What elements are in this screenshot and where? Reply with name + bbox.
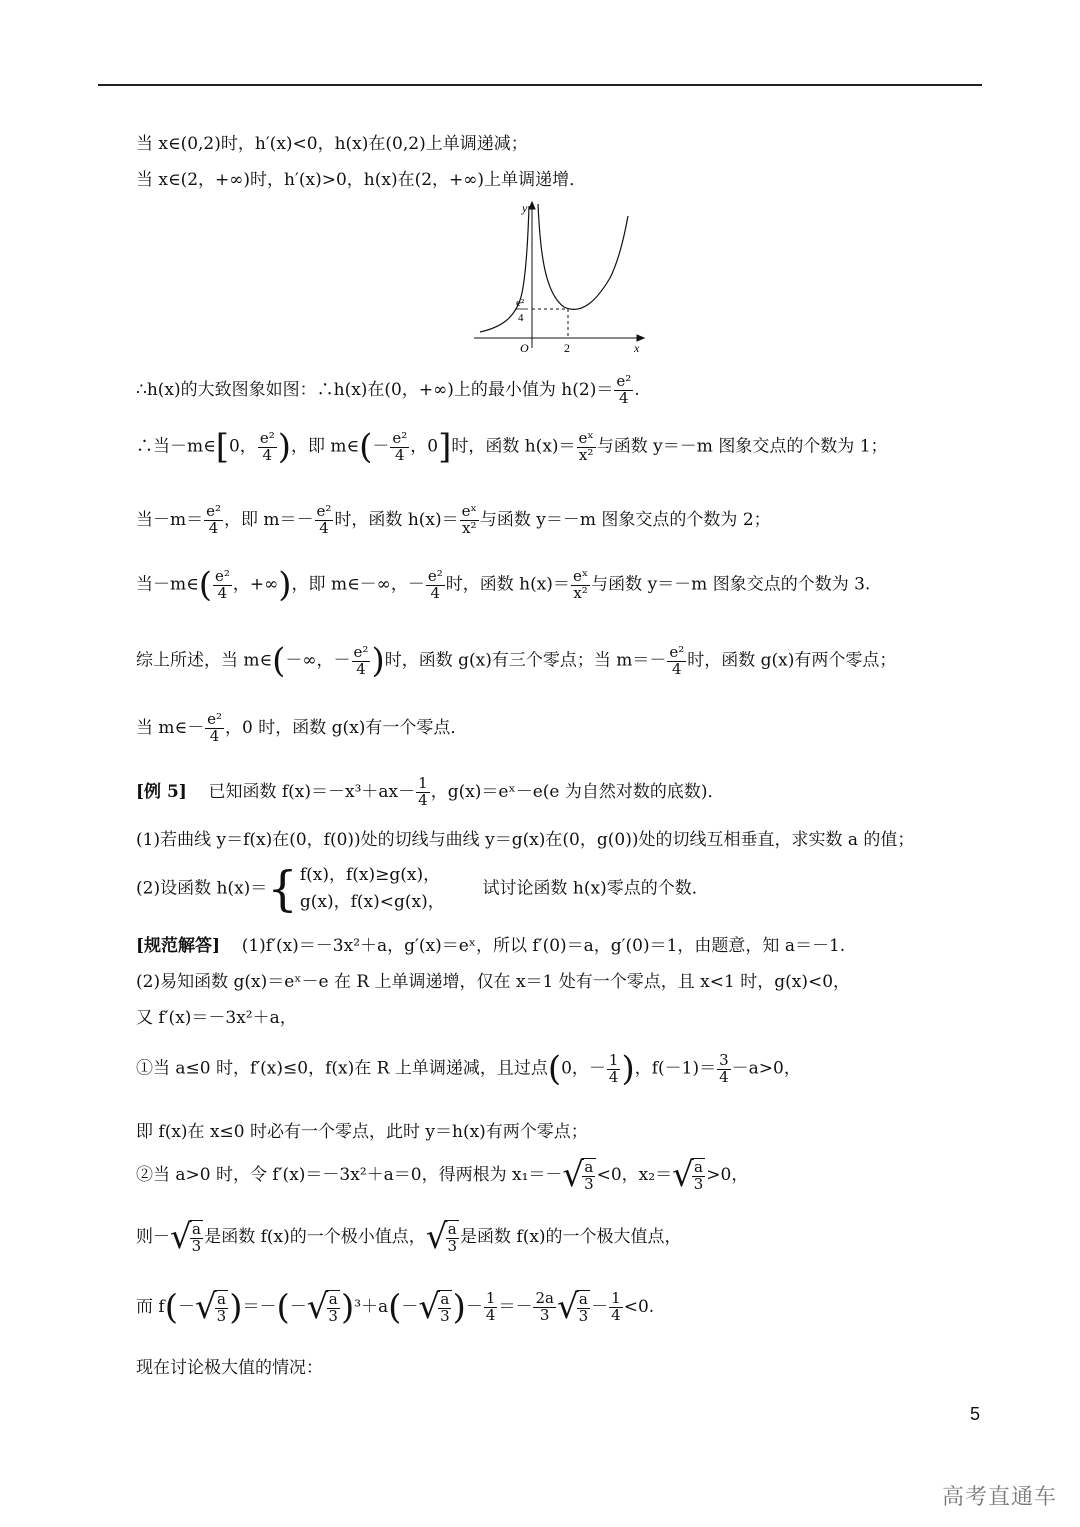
fraction: $\frac{\text{eˣ}}{\text{x²}}$: [578, 428, 594, 464]
curve-right: [538, 204, 628, 309]
text-line-6: 当－m∈( $\frac{\text{e²}}{4}$ ，+∞)，即 m∈－∞，－ $\frac{\text{e²}}{4}$ 时，函数 h(x)＝ $\frac{\text{eˣ}}{\text{x²}}$ 与函数 y＝－m 图象交点的个数为 3.: [136, 565, 871, 605]
text-line-8: 当 m∈－ $\frac{\text{e²}}{4}$ ，0 时，函数 g(x)有一个零点．: [136, 710, 468, 745]
y-tick-denominator: 4: [518, 312, 524, 324]
fraction: $\frac{\text{e²}}{4}$: [427, 566, 443, 602]
x-tick-label: 2: [564, 341, 570, 355]
solution-label: [规范解答]: [136, 936, 221, 956]
solution-line-3: 又 f′(x)＝－3x²＋a，: [136, 1008, 297, 1028]
fraction: $\frac{\text{e²}}{4}$: [259, 428, 275, 464]
origin-label: O: [520, 341, 529, 355]
solution-line-7: 则－ √ $\frac{a}{3}$ 是函数 f(x)的一个极小值点， √ $\frac{a}{3}$ 是函数 f(x)的一个极大值点，: [136, 1217, 682, 1258]
fraction: $\frac{\text{e²}}{4}$: [616, 372, 632, 407]
y-tick-numerator: e²: [516, 297, 525, 309]
header-rule: [98, 84, 982, 86]
text-line-2: 当 x∈(2，+∞)时，h′(x)>0，h(x)在(2，+∞)上单调递增．: [136, 170, 587, 190]
fraction: $\frac{\text{e²}}{4}$: [353, 642, 369, 678]
question-1: (1)若曲线 y＝f(x)在(0，f(0))处的切线与曲线 y＝g(x)在(0，g(0))处的切线互相垂直，求实数 a 的值；: [136, 830, 915, 850]
watermark-text: 高考直通车: [942, 1485, 1058, 1510]
text-line-7: 综上所述，当 m∈(－∞，－ $\frac{\text{e²}}{4}$ )时，函数 g(x)有三个零点；当 m＝－ $\frac{\text{e²}}{4}$ 时，函数 g(x)有两个零点；: [136, 641, 897, 681]
x-axis-label: x: [634, 341, 640, 355]
example-5: [例 5] 已知函数 f(x)＝－x³＋ax－ $\frac{1}{4}$ ，g(x)＝eˣ－e(e 为自然对数的底数)．: [136, 774, 725, 809]
solution-line-1: [规范解答] (1)f′(x)＝－3x²＋a，g′(x)＝eˣ，所以 f′(0)＝a，g′(0)＝1，由题意，知 a＝－1.: [136, 936, 846, 956]
text-line-1: 当 x∈(0,2)时，h′(x)<0，h(x)在(0,2)上单调递减；: [136, 134, 528, 154]
y-axis-label: y: [522, 201, 528, 215]
function-graph: [468, 198, 648, 358]
fraction: $\frac{3}{4}$: [719, 1050, 729, 1086]
fraction: $\frac{\text{eˣ}}{\text{x²}}$: [572, 566, 589, 602]
fraction: $\frac{\text{eˣ}}{\text{x²}}$: [461, 502, 477, 537]
solution-line-5: 即 f(x)在 x≤0 时必有一个零点，此时 y＝h(x)有两个零点；: [136, 1122, 588, 1142]
fraction: $\frac{1}{4}$: [418, 774, 428, 809]
fraction: $\frac{\text{e²}}{4}$: [207, 710, 222, 745]
fraction: $\frac{\text{e²}}{4}$: [316, 502, 332, 537]
solution-line-8: 而 f(－ √ $\frac{a}{3}$ )＝－(－ √ $\frac{a}{3}$ )³＋a(－ √ $\frac{a}{3}$ )－ $\frac{1}{4}$ ＝－ $\frac{2a}{3}$ √ $\frac{a}{3}$ － $\frac{1}{4}$ <0.: [136, 1287, 655, 1328]
text-line-4: ∴当－m∈[0， $\frac{\text{e²}}{4}$ )，即 m∈(－ $\frac{\text{e²}}{4}$ ，0]时，函数 h(x)＝ $\frac{\text{eˣ}}{\text{x²}}$ 与函数 y＝－m 图象交点的个数为 1；: [136, 427, 888, 467]
solution-line-9: 现在讨论极大值的情况：: [136, 1358, 323, 1378]
solution-line-6: ②当 a>0 时，令 f′(x)＝－3x²＋a＝0，得两根为 x₁＝－ √ $\frac{a}{3}$ <0，x₂＝ √ $\frac{a}{3}$ >0，: [136, 1155, 749, 1196]
piecewise-cases: f(x)，f(x)≥g(x)， g(x)，f(x)<g(x)，: [299, 865, 445, 913]
fraction: $\frac{\text{e²}}{4}$: [669, 642, 685, 678]
fraction: $\frac{2a}{3}$: [535, 1289, 554, 1324]
text-line-3: ∴h(x)的大致图象如图：∴h(x)在(0，+∞)上的最小值为 h(2)＝ $\frac{\text{e²}}{4}$ .: [136, 372, 640, 407]
fraction: $\frac{1}{4}$: [611, 1289, 621, 1324]
solution-line-4: ①当 a≤0 时，f′(x)≤0，f(x)在 R 上单调递减，且过点(0，－ $\frac{1}{4}$ )，f(－1)＝ $\frac{3}{4}$ －a>0，: [136, 1049, 801, 1089]
graph-axes: [474, 202, 644, 348]
fraction: $\frac{1}{4}$: [485, 1289, 496, 1324]
fraction: $\frac{\text{e²}}{4}$: [392, 428, 408, 464]
example-label: [例 5]: [136, 781, 187, 802]
fraction: $\frac{1}{4}$: [608, 1050, 619, 1086]
page-number: 5: [970, 1404, 981, 1424]
fraction: $\frac{\text{e²}}{4}$: [206, 502, 222, 537]
fraction: $\frac{\text{e²}}{4}$: [214, 566, 230, 602]
question-2: (2)设函数 h(x)＝{ f(x)，f(x)≥g(x)， g(x)，f(x)<g(x)， 试讨论函数 h(x)零点的个数．: [136, 861, 709, 918]
y-axis-arrow: [529, 202, 535, 209]
text-line-5: 当－m＝ $\frac{\text{e²}}{4}$ ，即 m＝－ $\frac{\text{e²}}{4}$ 时，函数 h(x)＝ $\frac{\text{eˣ}}{\text{x²}}$ 与函数 y＝－m 图象交点的个数为 2；: [136, 502, 771, 537]
solution-line-2: (2)易知函数 g(x)＝eˣ－e 在 R 上单调递增，仅在 x＝1 处有一个零点，且 x<1 时，g(x)<0，: [136, 972, 851, 992]
